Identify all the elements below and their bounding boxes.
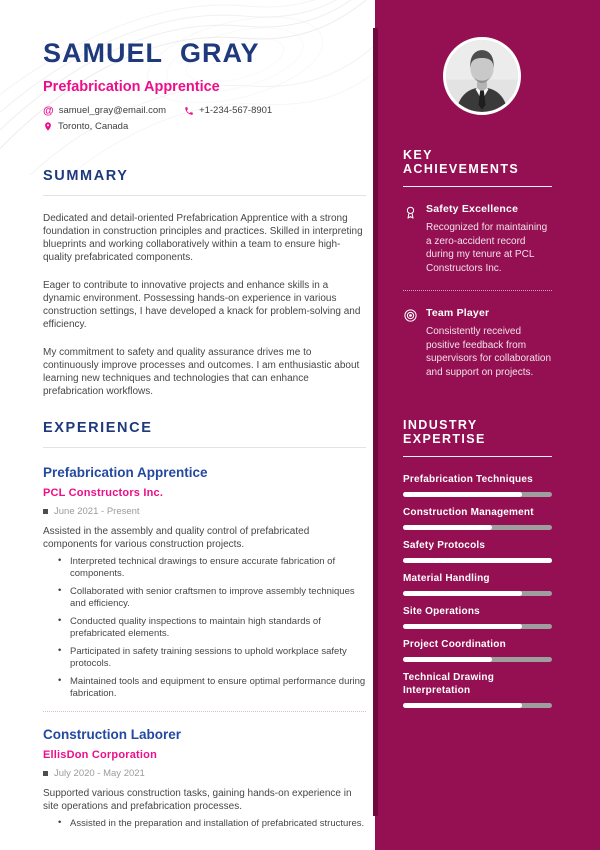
contact-email-text: samuel_gray@email.com xyxy=(58,105,167,116)
skill-name: Construction Management xyxy=(403,507,534,518)
profile-photo xyxy=(443,37,521,115)
candidate-title: Prefabrication Apprentice xyxy=(43,79,220,95)
job-bullet: • Collaborated with senior craftsmen to improve assembly techniques and efficiency. xyxy=(70,586,366,610)
job-dates-text: July 2020 - May 2021 xyxy=(54,768,145,779)
summary-paragraph: My commitment to safety and quality assurance drives me to continuously improve processes and outcomes. I am enthusiastic about learning new techniques and technologies that can enhance prefabrication workflows. xyxy=(43,347,360,397)
contact-location-text: Toronto, Canada xyxy=(58,121,129,132)
skill-item xyxy=(403,539,552,563)
skill-item xyxy=(403,605,552,629)
medal-icon xyxy=(403,203,418,275)
email-icon: @ xyxy=(43,104,54,117)
calendar-icon xyxy=(43,509,48,514)
sidebar-accent-strip xyxy=(373,28,378,816)
experience-entry xyxy=(43,727,366,830)
achievement-list xyxy=(403,187,552,379)
company-name: PCL Constructors Inc. xyxy=(43,487,164,499)
job-bullet: • Conducted quality inspections to maintain high standards of prefabricated elements. xyxy=(70,616,366,640)
skill-list xyxy=(403,457,552,708)
experience-body xyxy=(43,448,366,830)
job-dates-text: June 2021 - Present xyxy=(54,506,140,517)
contact-phone-text: +1-234-567-8901 xyxy=(199,105,273,116)
industry-expertise-section xyxy=(403,418,552,708)
skill-bar-fill xyxy=(403,558,552,563)
job-bullet: • Participated in safety training sessions to uphold workplace safety protocols. xyxy=(70,646,366,670)
achievement-divider xyxy=(403,290,552,291)
job-bullet: • Maintained tools and equipment to ensure optimal performance during fabrication. xyxy=(70,676,366,700)
skill-bar-track xyxy=(403,657,552,662)
job-description: Assisted in the assembly and quality control of prefabricated components for various construction projects. xyxy=(43,526,310,550)
job-divider xyxy=(43,711,366,712)
summary-section xyxy=(43,168,366,398)
profile-photo-avatar xyxy=(446,40,518,112)
phone-icon xyxy=(184,106,194,116)
job-bullet-list xyxy=(43,556,366,700)
skill-name: Prefabrication Techniques xyxy=(403,474,533,485)
skill-bar-fill xyxy=(403,525,492,530)
skill-bar-fill xyxy=(403,657,492,662)
calendar-icon xyxy=(43,771,48,776)
achievement-body xyxy=(426,307,552,379)
skill-bar-fill xyxy=(403,492,522,497)
job-title: Construction Laborer xyxy=(43,727,182,742)
skill-bar-track xyxy=(403,703,552,708)
contact-phone xyxy=(184,105,272,116)
summary-paragraph: Dedicated and detail-oriented Prefabrication Apprentice with a strong foundation in construction principles and practices. Skilled in interpreting blueprints and working collaboratively within a team to ensure high-quality prefabricated components. xyxy=(43,213,363,263)
job-bullet: • Interpreted technical drawings to ensure accurate fabrication of components. xyxy=(70,556,366,580)
job-dates xyxy=(43,506,366,517)
achievement-body xyxy=(426,203,552,275)
skill-bar-fill xyxy=(403,703,522,708)
company-name: EllisDon Corporation xyxy=(43,749,157,761)
skill-bar-fill xyxy=(403,624,522,629)
skill-item xyxy=(403,506,552,530)
skill-name: Technical Drawing Interpretation xyxy=(403,672,495,696)
achievement-text: Consistently received positive feedback from supervisors for collaboration and support on projects. xyxy=(426,326,552,378)
skill-item xyxy=(403,638,552,662)
skill-name: Project Coordination xyxy=(403,639,506,650)
job-bullet-list xyxy=(43,818,366,830)
skill-item xyxy=(403,473,552,497)
achievement-title: Team Player xyxy=(426,307,490,319)
skill-bar-track xyxy=(403,591,552,596)
skill-bar-fill xyxy=(403,591,522,596)
skill-bar-track xyxy=(403,624,552,629)
experience-entry xyxy=(43,465,366,700)
sidebar xyxy=(375,0,600,850)
location-pin-icon xyxy=(43,121,53,132)
skill-bar-track xyxy=(403,558,552,563)
contact-info xyxy=(43,105,366,132)
skill-bar-track xyxy=(403,492,552,497)
achievement-text: Recognized for maintaining a zero-accident record during my tenure at PCL Constructors Inc. xyxy=(426,222,548,274)
skill-name: Material Handling xyxy=(403,573,490,584)
contact-email xyxy=(43,105,166,116)
skill-bar-track xyxy=(403,525,552,530)
job-dates xyxy=(43,768,366,779)
experience-section xyxy=(43,420,366,830)
skill-name: Safety Protocols xyxy=(403,540,486,551)
achievement-title: Safety Excellence xyxy=(426,203,519,215)
key-achievements-heading: KEY ACHIEVEMENTS xyxy=(403,148,552,187)
candidate-name: SAMUEL GRAY xyxy=(43,38,260,68)
industry-expertise-heading: INDUSTRY EXPERTISE xyxy=(403,418,552,457)
contact-location xyxy=(43,121,128,132)
skill-item xyxy=(403,572,552,596)
summary-body xyxy=(43,196,366,398)
key-achievements-section xyxy=(403,148,552,379)
job-description: Supported various construction tasks, gaining hands-on experience in site operations and prefabrication processes. xyxy=(43,788,352,812)
achievement-item xyxy=(403,203,552,275)
skill-name: Site Operations xyxy=(403,606,480,617)
experience-heading: EXPERIENCE xyxy=(43,420,366,448)
achievement-item xyxy=(403,307,552,379)
target-icon xyxy=(403,307,418,379)
summary-paragraph: Eager to contribute to innovative projects and enhance skills in a dynamic environment. Possessing hands-on experience in various construction settings, I have developed a knack for problem-solving and efficiency. xyxy=(43,280,361,330)
summary-heading: SUMMARY xyxy=(43,168,366,196)
job-title: Prefabrication Apprentice xyxy=(43,465,208,480)
job-bullet: • Assisted in the preparation and installation of prefabricated structures. xyxy=(70,818,366,830)
resume-header xyxy=(43,38,366,132)
skill-item xyxy=(403,671,552,708)
